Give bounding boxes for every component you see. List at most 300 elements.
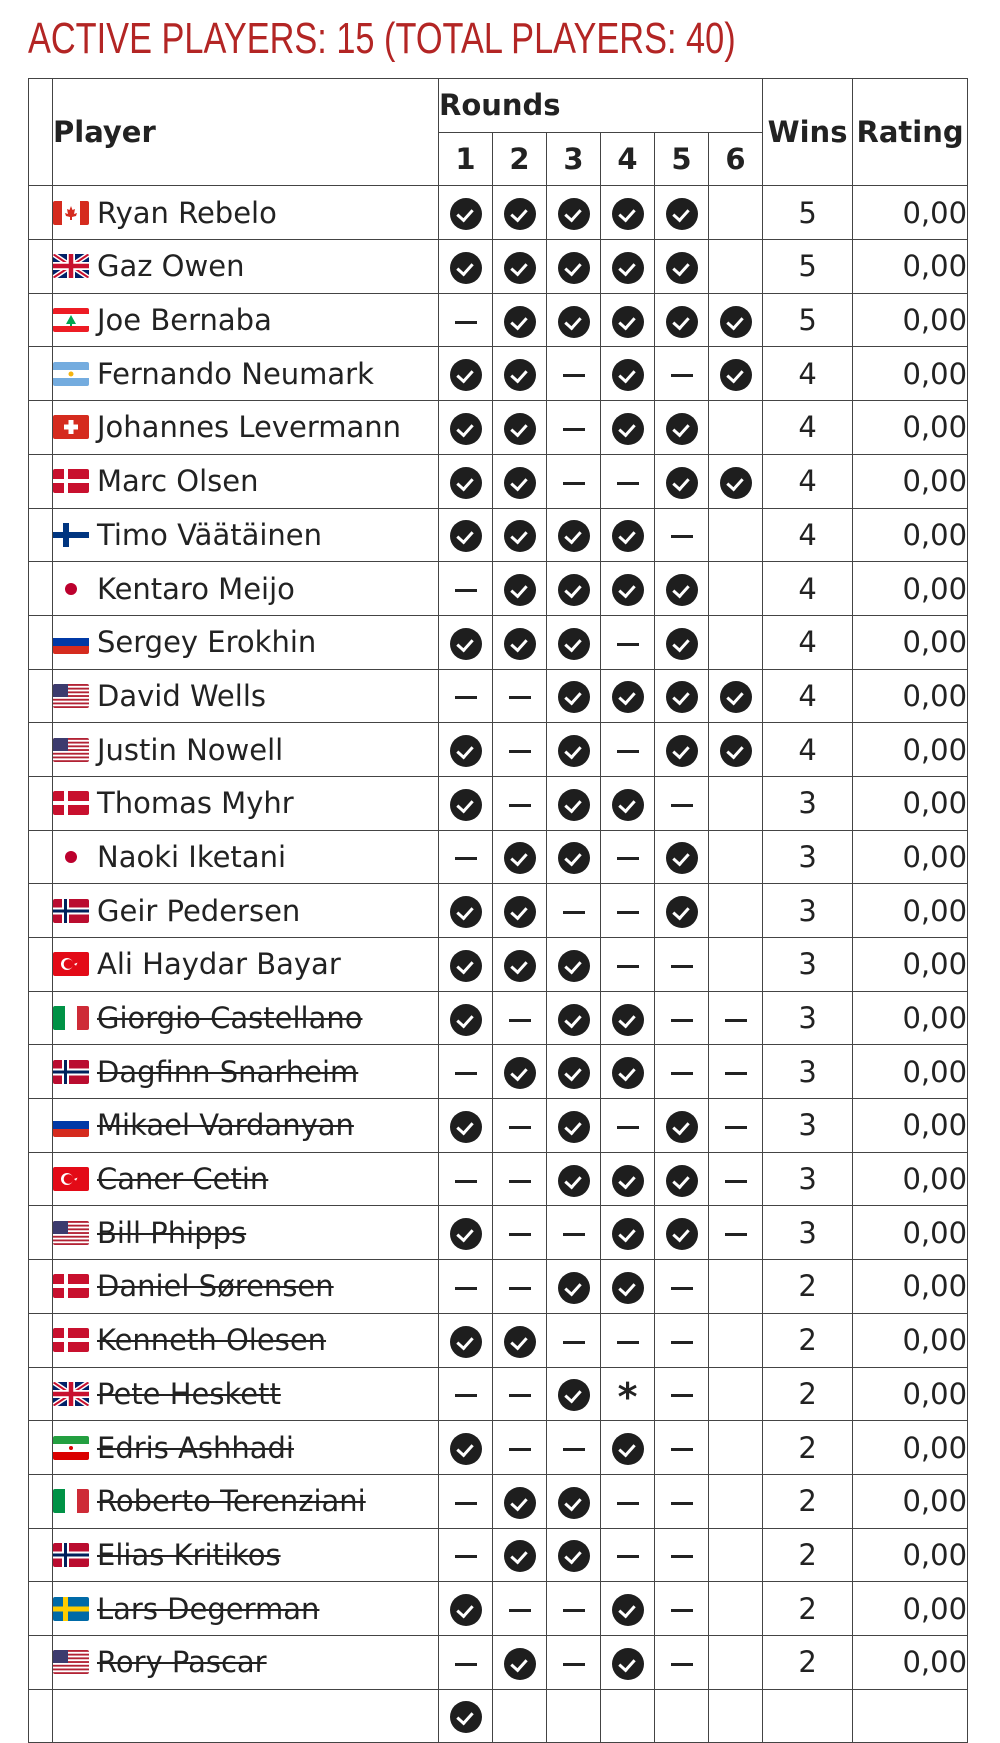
round-3-cell <box>547 669 601 723</box>
round-4-cell <box>601 884 655 938</box>
round-3-cell <box>547 991 601 1045</box>
rating-cell: 0,00 <box>853 240 968 294</box>
round-header-5: 5 <box>655 132 709 186</box>
dash-icon <box>671 1072 693 1075</box>
player-name[interactable]: Johannes Levermann <box>97 410 402 445</box>
rating-cell: 0,00 <box>853 1528 968 1582</box>
round-3-cell <box>547 1689 601 1743</box>
round-3-cell <box>547 1260 601 1314</box>
table-row <box>29 669 968 723</box>
round-3-cell <box>547 401 601 455</box>
no-flag-icon <box>53 899 89 923</box>
rank-cell <box>29 293 53 347</box>
round-1-cell <box>439 1421 493 1475</box>
player-name[interactable]: Dagfinn Snarheim <box>97 1054 359 1089</box>
rating-cell: 0,00 <box>853 1367 968 1421</box>
player-cell <box>53 1152 439 1206</box>
round-3-cell <box>547 562 601 616</box>
check-circle-icon <box>612 681 644 713</box>
player-name[interactable]: Naoki Iketani <box>97 839 287 874</box>
check-circle-icon <box>504 467 536 499</box>
round-6-cell <box>709 1474 763 1528</box>
check-circle-icon <box>558 950 590 982</box>
round-5-cell <box>655 1260 709 1314</box>
round-2-cell <box>493 938 547 992</box>
dash-icon <box>455 321 477 324</box>
table-row <box>29 1206 968 1260</box>
check-circle-icon <box>450 252 482 284</box>
check-circle-icon <box>720 306 752 338</box>
round-6-cell <box>709 454 763 508</box>
round-4-cell <box>601 776 655 830</box>
rank-cell <box>29 1582 53 1636</box>
player-name[interactable]: Mikael Vardanyan <box>97 1108 354 1143</box>
player-cell <box>53 240 439 294</box>
check-circle-icon <box>666 252 698 284</box>
round-2-cell <box>493 723 547 777</box>
fi-flag-icon <box>53 523 89 547</box>
round-6-cell <box>709 240 763 294</box>
wins-cell: 4 <box>763 615 853 669</box>
wins-cell: 4 <box>763 723 853 777</box>
player-name[interactable]: Justin Nowell <box>97 732 284 767</box>
check-circle-icon <box>666 574 698 606</box>
table-row <box>29 1421 968 1475</box>
tr-flag-icon <box>53 1167 89 1191</box>
table-row <box>29 884 968 938</box>
dk-flag-icon <box>53 469 89 493</box>
player-name[interactable]: Marc Olsen <box>97 464 259 499</box>
player-name[interactable]: Gaz Owen <box>97 249 245 284</box>
check-circle-icon <box>558 735 590 767</box>
round-header-4: 4 <box>601 132 655 186</box>
player-cell <box>53 1689 439 1743</box>
rating-column-header[interactable]: Rating <box>853 79 968 186</box>
rating-cell <box>853 1689 968 1743</box>
round-6-cell <box>709 1260 763 1314</box>
table-row <box>29 1260 968 1314</box>
gb-flag-icon <box>53 1382 89 1406</box>
round-5-cell <box>655 830 709 884</box>
rank-cell <box>29 1421 53 1475</box>
player-cell <box>53 938 439 992</box>
player-cell <box>53 669 439 723</box>
wins-cell: 2 <box>763 1528 853 1582</box>
player-cell <box>53 1260 439 1314</box>
player-cell <box>53 1635 439 1689</box>
dash-icon <box>563 1448 585 1451</box>
check-circle-icon <box>558 1004 590 1036</box>
round-4-cell <box>601 1367 655 1421</box>
dash-icon <box>455 1555 477 1558</box>
round-4-cell <box>601 1313 655 1367</box>
check-circle-icon <box>504 359 536 391</box>
player-cell <box>53 293 439 347</box>
check-circle-icon <box>504 896 536 928</box>
round-1-cell <box>439 1260 493 1314</box>
check-circle-icon <box>666 413 698 445</box>
rank-cell <box>29 1367 53 1421</box>
dash-icon <box>617 911 639 914</box>
us-flag-icon <box>53 684 89 708</box>
rating-cell: 0,00 <box>853 776 968 830</box>
round-4-cell <box>601 240 655 294</box>
rank-cell <box>29 830 53 884</box>
check-circle-icon <box>666 842 698 874</box>
player-name[interactable]: Fernando Neumark <box>97 356 374 391</box>
dash-icon <box>455 696 477 699</box>
round-2-cell <box>493 240 547 294</box>
round-5-cell <box>655 776 709 830</box>
dash-icon <box>671 1663 693 1666</box>
round-6-cell <box>709 401 763 455</box>
table-row <box>29 991 968 1045</box>
player-cell <box>53 991 439 1045</box>
wins-cell: 3 <box>763 1099 853 1153</box>
check-circle-icon <box>558 1272 590 1304</box>
check-circle-icon <box>504 950 536 982</box>
player-column-header[interactable]: Player <box>53 79 439 186</box>
check-circle-icon <box>666 735 698 767</box>
dash-icon <box>671 1448 693 1451</box>
player-name[interactable]: Giorgio Castellano <box>97 1001 363 1036</box>
round-6-cell <box>709 1313 763 1367</box>
check-circle-icon <box>612 1004 644 1036</box>
check-circle-icon <box>504 842 536 874</box>
round-3-cell <box>547 1474 601 1528</box>
player-name[interactable]: Caner Cetin <box>97 1162 269 1197</box>
player-name[interactable]: Kenneth Olesen <box>97 1323 327 1358</box>
round-5-cell <box>655 615 709 669</box>
table-row <box>29 1367 968 1421</box>
wins-cell <box>763 1689 853 1743</box>
rating-cell: 0,00 <box>853 1045 968 1099</box>
rank-cell <box>29 1528 53 1582</box>
dash-icon <box>563 911 585 914</box>
se-flag-icon <box>53 1597 89 1621</box>
round-2-cell <box>493 508 547 562</box>
rank-cell <box>29 669 53 723</box>
round-1-cell <box>439 938 493 992</box>
check-circle-icon <box>558 198 590 230</box>
dash-icon <box>617 857 639 860</box>
check-circle-icon <box>504 1487 536 1519</box>
round-6-cell <box>709 1206 763 1260</box>
dash-icon <box>509 1448 531 1451</box>
check-circle-icon <box>666 896 698 928</box>
round-2-cell <box>493 401 547 455</box>
wins-cell: 3 <box>763 884 853 938</box>
player-name[interactable]: Daniel Sørensen <box>97 1269 334 1304</box>
wins-cell: 4 <box>763 669 853 723</box>
player-cell <box>53 615 439 669</box>
player-name[interactable]: Rory Pascar <box>97 1645 267 1680</box>
round-3-cell <box>547 723 601 777</box>
player-cell <box>53 723 439 777</box>
player-name[interactable]: Kentaro Meijo <box>97 571 295 606</box>
player-name[interactable]: Timo Väätäinen <box>97 517 323 552</box>
table-row <box>29 938 968 992</box>
player-name[interactable]: Geir Pedersen <box>97 893 301 928</box>
check-circle-icon <box>558 252 590 284</box>
check-circle-icon <box>666 628 698 660</box>
dash-icon <box>617 1126 639 1129</box>
rank-cell <box>29 186 53 240</box>
round-3-cell <box>547 347 601 401</box>
round-1-cell <box>439 1528 493 1582</box>
check-circle-icon <box>558 1487 590 1519</box>
round-6-cell <box>709 991 763 1045</box>
it-flag-icon <box>53 1006 89 1030</box>
player-name[interactable]: David Wells <box>97 678 266 713</box>
check-circle-icon <box>558 1111 590 1143</box>
round-4-cell <box>601 1474 655 1528</box>
wins-cell: 2 <box>763 1582 853 1636</box>
player-name[interactable]: Lars Degerman <box>97 1591 320 1626</box>
table-header <box>29 79 968 186</box>
round-2-cell <box>493 884 547 938</box>
rounds-column-header: Rounds <box>439 79 763 133</box>
rank-cell <box>29 508 53 562</box>
rank-cell <box>29 1260 53 1314</box>
wins-cell: 5 <box>763 240 853 294</box>
player-name[interactable]: Sergey Erokhin <box>97 625 317 660</box>
wins-cell: 3 <box>763 776 853 830</box>
check-circle-icon <box>612 520 644 552</box>
round-6-cell <box>709 1045 763 1099</box>
round-5-cell <box>655 1474 709 1528</box>
dash-icon <box>455 589 477 592</box>
jp-flag-icon <box>53 845 89 869</box>
wins-cell: 3 <box>763 1045 853 1099</box>
check-circle-icon <box>612 574 644 606</box>
table-row <box>29 1474 968 1528</box>
round-3-cell <box>547 1421 601 1475</box>
dash-icon <box>617 1341 639 1344</box>
round-6-cell <box>709 293 763 347</box>
player-name[interactable]: Thomas Myhr <box>97 786 294 821</box>
round-1-cell <box>439 991 493 1045</box>
dash-icon <box>563 1663 585 1666</box>
round-1-cell <box>439 186 493 240</box>
round-3-cell <box>547 454 601 508</box>
round-3-cell <box>547 615 601 669</box>
round-5-cell <box>655 1099 709 1153</box>
round-4-cell <box>601 669 655 723</box>
dash-icon <box>509 696 531 699</box>
table-row <box>29 1099 968 1153</box>
it-flag-icon <box>53 1489 89 1513</box>
player-cell <box>53 830 439 884</box>
round-5-cell <box>655 1635 709 1689</box>
player-cell <box>53 1474 439 1528</box>
wins-cell: 4 <box>763 401 853 455</box>
check-circle-icon <box>450 789 482 821</box>
round-1-cell <box>439 884 493 938</box>
round-5-cell <box>655 508 709 562</box>
player-name[interactable]: Joe Bernaba <box>97 303 272 338</box>
check-circle-icon <box>720 681 752 713</box>
rank-cell <box>29 347 53 401</box>
player-cell <box>53 508 439 562</box>
table-row <box>29 401 968 455</box>
player-name[interactable]: Elias Kritikos <box>97 1537 281 1572</box>
wins-cell: 4 <box>763 347 853 401</box>
rating-cell: 0,00 <box>853 454 968 508</box>
round-3-cell <box>547 1206 601 1260</box>
round-5-cell <box>655 669 709 723</box>
wins-column-header[interactable]: Wins <box>763 79 853 186</box>
wins-cell: 4 <box>763 508 853 562</box>
table-row <box>29 1045 968 1099</box>
player-name[interactable]: Edris Ashhadi <box>97 1430 294 1465</box>
dash-icon <box>509 750 531 753</box>
player-name[interactable]: Bill Phipps <box>97 1215 247 1250</box>
round-5-cell <box>655 1045 709 1099</box>
rank-cell <box>29 1099 53 1153</box>
round-2-cell <box>493 1367 547 1421</box>
player-name[interactable]: Roberto Terenziani <box>97 1484 366 1519</box>
round-5-cell <box>655 1206 709 1260</box>
player-name[interactable]: Pete Heskett <box>97 1376 281 1411</box>
dk-flag-icon <box>53 791 89 815</box>
dash-icon <box>725 1072 747 1075</box>
rating-cell: 0,00 <box>853 1260 968 1314</box>
check-circle-icon <box>558 520 590 552</box>
round-header-3: 3 <box>547 132 601 186</box>
check-circle-icon <box>504 1648 536 1680</box>
dash-icon <box>455 1502 477 1505</box>
rating-cell: 0,00 <box>853 186 968 240</box>
round-1-cell <box>439 401 493 455</box>
check-circle-icon <box>450 1111 482 1143</box>
no-flag-icon <box>53 1060 89 1084</box>
check-circle-icon <box>450 520 482 552</box>
round-3-cell <box>547 1582 601 1636</box>
round-4-cell <box>601 1582 655 1636</box>
asterisk-icon: * <box>617 1374 638 1419</box>
round-1-cell <box>439 1635 493 1689</box>
round-4-cell <box>601 401 655 455</box>
round-6-cell <box>709 723 763 777</box>
dash-icon <box>617 482 639 485</box>
wins-cell: 4 <box>763 454 853 508</box>
round-6-cell <box>709 562 763 616</box>
check-circle-icon <box>720 735 752 767</box>
dk-flag-icon <box>53 1328 89 1352</box>
table-row <box>29 1582 968 1636</box>
check-circle-icon <box>450 467 482 499</box>
round-header-6: 6 <box>709 132 763 186</box>
check-circle-icon <box>612 1165 644 1197</box>
rating-cell: 0,00 <box>853 1474 968 1528</box>
rating-cell: 0,00 <box>853 938 968 992</box>
round-1-cell <box>439 1474 493 1528</box>
check-circle-icon <box>612 1648 644 1680</box>
player-name[interactable]: Ryan Rebelo <box>97 195 277 230</box>
dash-icon <box>617 1555 639 1558</box>
round-4-cell <box>601 1152 655 1206</box>
round-1-cell <box>439 508 493 562</box>
wins-cell: 3 <box>763 938 853 992</box>
round-6-cell <box>709 186 763 240</box>
round-5-cell <box>655 723 709 777</box>
rank-cell <box>29 1045 53 1099</box>
check-circle-icon <box>558 306 590 338</box>
table-row <box>29 830 968 884</box>
dash-icon <box>455 1287 477 1290</box>
round-1-cell <box>439 240 493 294</box>
player-cell <box>53 1421 439 1475</box>
rank-cell <box>29 1313 53 1367</box>
player-cell <box>53 562 439 616</box>
check-circle-icon <box>558 574 590 606</box>
dash-icon <box>671 1019 693 1022</box>
round-4-cell <box>601 562 655 616</box>
dash-icon <box>725 1180 747 1183</box>
wins-cell: 4 <box>763 562 853 616</box>
player-cell <box>53 776 439 830</box>
dash-icon <box>671 965 693 968</box>
round-4-cell <box>601 454 655 508</box>
round-1-cell <box>439 669 493 723</box>
round-6-cell <box>709 615 763 669</box>
wins-cell: 5 <box>763 186 853 240</box>
round-3-cell <box>547 830 601 884</box>
tr-flag-icon <box>53 952 89 976</box>
player-name[interactable]: Ali Haydar Bayar <box>97 947 341 982</box>
wins-cell: 2 <box>763 1474 853 1528</box>
check-circle-icon <box>720 359 752 391</box>
round-6-cell <box>709 776 763 830</box>
dash-icon <box>725 1233 747 1236</box>
dash-icon <box>671 1341 693 1344</box>
check-circle-icon <box>450 1004 482 1036</box>
table-row <box>29 1528 968 1582</box>
round-2-cell <box>493 347 547 401</box>
check-circle-icon <box>612 1218 644 1250</box>
check-circle-icon <box>612 1272 644 1304</box>
rank-cell <box>29 1206 53 1260</box>
rank-cell <box>29 1689 53 1743</box>
round-6-cell <box>709 1689 763 1743</box>
table-row <box>29 776 968 830</box>
rank-cell <box>29 1474 53 1528</box>
page-title: ACTIVE PLAYERS: 15 (TOTAL PLAYERS: 40) <box>28 14 736 63</box>
wins-cell: 2 <box>763 1313 853 1367</box>
check-circle-icon <box>612 252 644 284</box>
dash-icon <box>563 1609 585 1612</box>
round-2-cell <box>493 991 547 1045</box>
wins-cell: 3 <box>763 830 853 884</box>
round-1-cell <box>439 776 493 830</box>
round-3-cell <box>547 1099 601 1153</box>
us-flag-icon <box>53 1221 89 1245</box>
round-6-cell <box>709 1528 763 1582</box>
check-circle-icon <box>612 789 644 821</box>
us-flag-icon <box>53 1650 89 1674</box>
check-circle-icon <box>558 681 590 713</box>
dash-icon <box>725 1019 747 1022</box>
round-6-cell <box>709 1367 763 1421</box>
round-1-cell <box>439 454 493 508</box>
check-circle-icon <box>666 306 698 338</box>
round-1-cell <box>439 1689 493 1743</box>
round-6-cell <box>709 938 763 992</box>
round-4-cell <box>601 1206 655 1260</box>
rank-cell <box>29 776 53 830</box>
table-row <box>29 562 968 616</box>
